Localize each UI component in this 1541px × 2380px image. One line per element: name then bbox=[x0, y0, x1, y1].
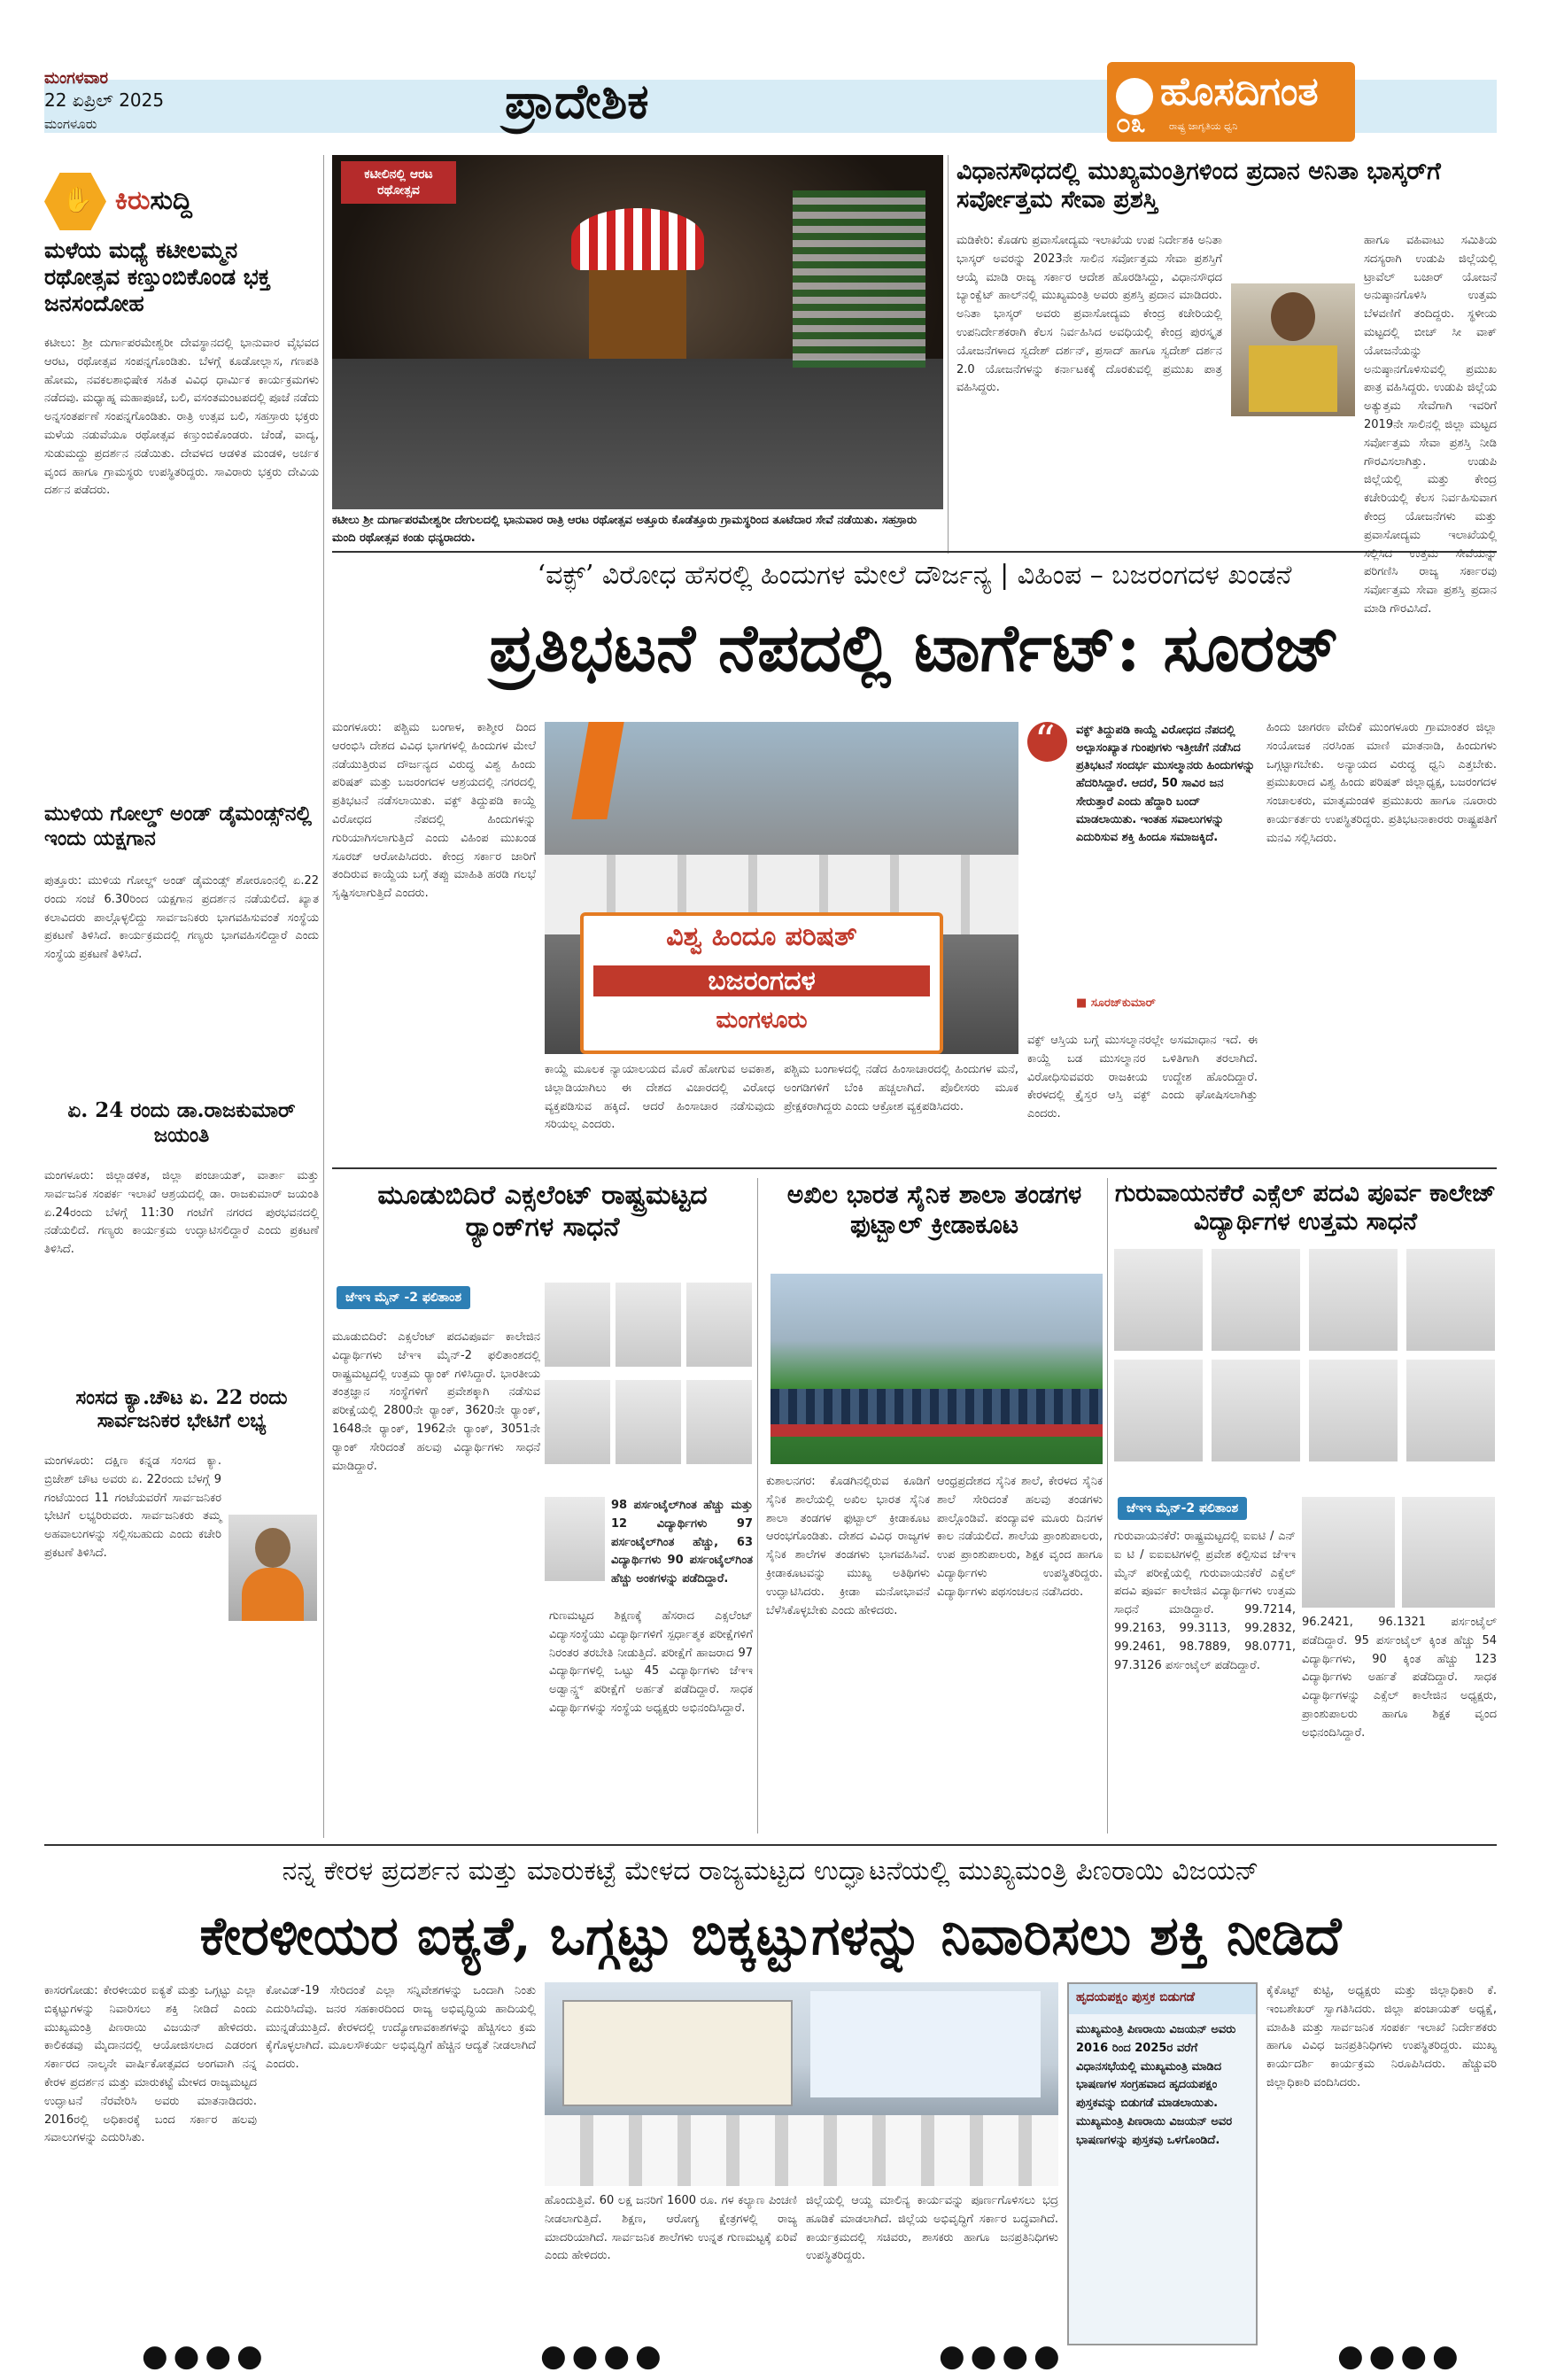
column-rule bbox=[1107, 1178, 1108, 1833]
footer-dots: ●●●● bbox=[939, 2338, 1065, 2374]
moodbidri-headline: ಮೂಡುಬಿದಿರೆ ಎಕ್ಸಲೆಂಟ್ ರಾಷ್ಟ್ರಮಟ್ಟದ ರ್‍ಯಾಂಕ್‌ಗಳ ಸಾಧನೆ bbox=[377, 1180, 708, 1243]
masthead bbox=[44, 62, 1497, 142]
footer-dots: ●●●● bbox=[142, 2338, 268, 2374]
column-rule bbox=[948, 155, 949, 554]
kateel-photo-tag: ಕಟೀಲಿನಲ್ಲಿ ಆರಟ ರಥೋತ್ಸವ bbox=[341, 161, 456, 204]
book-box-headline: ಹೃದಯಪಕ್ಷಂ ಪುಸ್ತಕ ಬಿಡುಗಡೆ bbox=[1076, 1990, 1196, 2004]
waqf-quote-box bbox=[1027, 717, 1258, 1023]
student-photo bbox=[1309, 1249, 1398, 1351]
student-photo bbox=[616, 1283, 681, 1367]
student-photo bbox=[1309, 1360, 1398, 1461]
student-photo bbox=[1114, 1249, 1203, 1351]
story-chowta-body: ಮಂಗಳೂರು: ದಕ್ಷಿಣ ಕನ್ನಡ ಸಂಸದ ಕ್ಯಾ. ಬ್ರಿಜೇಶ್ ಚೌಟ ಅವರು ಏ. 22ರಂದು ಬೆಳಗ್ಗೆ 9 ಗಂಟೆಯಿಂದ 11 ಗಂಟೆಯವರೆಗೆ ಸಾರ್ವಜನಿಕರ ಭೇಟಿಗೆ ಲಭ್ಯರಿರುವರು. ಸಾರ್ವಜನಿಕರು ತಮ್ಮ ಅಹವಾಲುಗಳನ್ನು ಸಲ್ಲಿಸಬಹುದು ಎಂದು ಕಚೇರಿ ಪ್ರಕಟಣೆ ತಿಳಿಸಿದೆ. bbox=[44, 1454, 221, 1560]
waqf-headline: ಪ್ರತಿಭಟನೆ ನೆಪದಲ್ಲಿ ಟಾರ್ಗೆಟ್: ಸೂರಜ್ bbox=[489, 610, 1340, 686]
story-rajkumar-headline: ಏ. 24 ರಂದು ಡಾ.ರಾಜಕುಮಾರ್ ಜಯಂತಿ bbox=[67, 1098, 296, 1147]
guruvayanakere-body-col2: 96.2421, 96.1321 ಪರ್ಸಂಟೈಲ್ ಪಡೆದಿದ್ದಾರೆ. 95 ಪರ್ಸಂಟೈಲ್ ಕ್ಕಿಂತ ಹೆಚ್ಚು 54 ವಿದ್ಯಾರ್ಥಿಗಳು, 90 ಕ್ಕಿಂತ ಹೆಚ್ಚು 123 ವಿದ್ಯಾರ್ಥಿಗಳು ಅರ್ಹತೆ ಪಡೆದಿದ್ದಾರೆ. ಸಾಧಕ ವಿದ್ಯಾರ್ಥಿಗಳನ್ನು ಎಕ್ಸೆಲ್ ಕಾಲೇಜಿನ ಅಧ್ಯಕ್ಷರು, ಪ್ರಾಂಶುಪಾಲರು ಹಾಗೂ ಶಿಕ್ಷಕ ವೃಂದ ಅಭಿನಂದಿಸಿದ್ದಾರೆ. bbox=[1302, 1616, 1497, 1740]
story-muliya-headline: ಮುಳಿಯ ಗೋಲ್ಡ್ ಅಂಡ್ ಡೈಮಂಡ್ಸ್‌ನಲ್ಲಿ ಇಂದು ಯಕ್ಷಗಾನ bbox=[44, 802, 312, 850]
kirusuddi-a: ಕಿರು bbox=[115, 185, 151, 216]
anitha-award-photo bbox=[1231, 283, 1355, 416]
story-kateel-body: ಕಟೀಲು: ಶ್ರೀ ದುರ್ಗಾಪರಮೇಶ್ವರೀ ದೇವಸ್ಥಾನದಲ್ಲಿ ಭಾನುವಾರ ವೈಭವದ ಆರಟ, ರಥೋತ್ಸವ ಸಂಪನ್ನಗೊಂಡಿತು. ಬೆಳಗ್ಗೆ ಕೂಡೋಲ್ಲಾಸ, ಗಣಪತಿ ಹೋಮ, ನವಕಲಶಾಭಿಷೇಕ ಸಹಿತ ವಿವಿಧ ಧಾರ್ಮಿಕ ಕಾರ್ಯಕ್ರಮಗಳು ನಡೆದವು. ಮಧ್ಯಾಹ್ನ ಮಹಾಪೂಜೆ, ಬಲಿ, ವಸಂತಮಂಟಪದಲ್ಲಿ ಪೂಜೆ ನಡೆದು ಅನ್ನಸಂತರ್ಪಣೆ ಸಂಪನ್ನಗೊಂಡಿತು. ರಾತ್ರಿ ಉತ್ಸವ ಬಲಿ, ಸಹಸ್ರಾರು ಭಕ್ತರು ಮಳೆಯ ನಡುವೆಯೂ ರಥೋತ್ಸವ ಕಣ್ತುಂಬಿಕೊಂಡರು. ಚೆಂಡೆ, ವಾದ್ಯ, ಸುಡುಮದ್ದು ಪ್ರದರ್ಶನ ನಡೆಯಿತು. ದೇವಳದ ಆಡಳಿತ ಮಂಡಳಿ, ಅರ್ಚಕ ವೃಂದ ಹಾಗೂ ಗ್ರಾಮಸ್ಥರು ಉಪಸ್ಥಿತರಿದ್ದರು. ಸಾವಿರಾರು ಭಕ್ತರು ದೇವಿಯ ದರ್ಶನ ಪಡೆದರು. bbox=[44, 337, 319, 498]
kerala-book-box bbox=[1067, 1982, 1258, 2345]
kerala-body-col4: ಜಿಲ್ಲೆಯಲ್ಲಿ ಆಯ್ದ ಮಾಲಿನ್ಯ ಕಾರ್ಯವನ್ನು ಪೂರ್ಣಗೊಳಿಸಲು ಭದ್ರ ಹೂಡಿಕೆ ಮಾಡಲಾಗಿದೆ. ಜಿಲ್ಲೆಯ ಅಭಿವೃದ್ಧಿಗೆ ಸರ್ಕಾರ ಬದ್ಧವಾಗಿದೆ. ಕಾರ್ಯಕ್ರಮದಲ್ಲಿ ಸಚಿವರು, ಶಾಸಕರು ಹಾಗೂ ಜನಪ್ರತಿನಿಧಿಗಳು ಉಪಸ್ಥಿತರಿದ್ದರು. bbox=[806, 2194, 1058, 2263]
story-chowta-headline: ಸಂಸದ ಕ್ಯಾ.ಚೌಟ ಏ. 22 ರಂದು ಸಾರ್ವಜನಿಕರ ಭೇಟಿಗೆ ಲಭ್ಯ bbox=[75, 1386, 288, 1433]
waqf-quote-author: ■ ಸೂರಜ್‌ಕುಮಾರ್ bbox=[1076, 996, 1156, 1010]
student-photo bbox=[686, 1380, 752, 1464]
kerala-body-col1: ಕಾಸರಗೋಡು: ಕೇರಳೀಯರ ಐಕ್ಯತೆ ಮತ್ತು ಒಗ್ಗಟ್ಟು ಎಲ್ಲಾ ಬಿಕ್ಕಟ್ಟುಗಳನ್ನು ನಿವಾರಿಸಲು ಶಕ್ತಿ ನೀಡಿದೆ ಎಂದು ಮುಖ್ಯಮಂತ್ರಿ ಪಿಣರಾಯಿ ವಿಜಯನ್ ಹೇಳಿದರು. ಕಾಲಿಕಡವು ಮೈದಾನದಲ್ಲಿ ಆಯೋಜಿಸಲಾದ ಎಡರಂಗ ಸರ್ಕಾರದ ನಾಲ್ಕನೇ ವಾರ್ಷಿಕೋತ್ಸವದ ಅಂಗವಾಗಿ ನನ್ನ ಕೇರಳ ಪ್ರದರ್ಶನ ಮತ್ತು ಮಾರುಕಟ್ಟೆ ಮೇಳದ ರಾಜ್ಯಮಟ್ಟದ ಉದ್ಘಾಟನೆ ನೆರವೇರಿಸಿ ಅವರು ಮಾತನಾಡಿದರು. 2016ರಲ್ಲಿ ಅಧಿಕಾರಕ್ಕೆ ಬಂದ ಸರ್ಕಾರ ಹಲವು ಸವಾಲುಗಳನ್ನು ಎದುರಿಸಿತು. bbox=[44, 1984, 257, 2145]
student-photo bbox=[1406, 1360, 1495, 1461]
story-muliya-body: ಪುತ್ತೂರು: ಮುಳಿಯ ಗೋಲ್ಡ್ ಅಂಡ್ ಡೈಮಂಡ್ಸ್ ಶೋರೂಂನಲ್ಲಿ ಏ.22 ರಂದು ಸಂಜೆ 6.30ರಿಂದ ಯಕ್ಷಗಾನ ಪ್ರದರ್ಶನ ನಡೆಯಲಿದೆ. ಖ್ಯಾತ ಕಲಾವಿದರು ಪಾಲ್ಗೊಳ್ಳಲಿದ್ದು ಸಾರ್ವಜನಿಕರು ಭಾಗವಹಿಸುವಂತೆ ಸಂಸ್ಥೆಯ ಪ್ರಕಟಣೆ ತಿಳಿಸಿದೆ. ಕಾರ್ಯಕ್ರಮದಲ್ಲಿ ಗಣ್ಯರು ಭಾಗವಹಿಸಲಿದ್ದಾರೆ ಎಂದು ಸಂಸ್ಥೆಯ ಪ್ರಕಟಣೆ ತಿಳಿಸಿದೆ. bbox=[44, 874, 319, 962]
kerala-body-col5: ಕೈಕೊಟ್ಟ್ ಕುಟ್ಟಿ, ಅಧ್ಯಕ್ಷರು ಮತ್ತು ಜಿಲ್ಲಾಧಿಕಾರಿ ಕೆ. ಇಂಬಶೇಖರ್ ಸ್ವಾಗತಿಸಿದರು. ಜಿಲ್ಲಾ ಪಂಚಾಯತ್ ಅಧ್ಯಕ್ಷೆ, ಮಾಹಿತಿ ಮತ್ತು ಸಾರ್ವಜನಿಕ ಸಂಪರ್ಕ ಇಲಾಖೆ ನಿರ್ದೇಶಕರು ಹಾಗೂ ವಿವಿಧ ಜನಪ್ರತಿನಿಧಿಗಳು ಉಪಸ್ಥಿತರಿದ್ದರು. ಮುಖ್ಯ ಕಾರ್ಯದರ್ಶಿ ಕಾರ್ಯಕ್ರಮ ನಿರೂಪಿಸಿದರು. ಹೆಚ್ಚುವರಿ ಜಿಲ್ಲಾಧಿಕಾರಿ ವಂದಿಸಿದರು. bbox=[1266, 1984, 1497, 2089]
sainik-headline: ಅಖಿಲ ಭಾರತ ಸೈನಿಕ ಶಾಲಾ ತಂಡಗಳ ಫುಟ್ಬಾಲ್ ಕ್ರೀಡಾಕೂಟ bbox=[786, 1180, 1082, 1239]
story-rajkumar-body: ಮಂಗಳೂರು: ಜಿಲ್ಲಾಡಳಿತ, ಜಿಲ್ಲಾ ಪಂಚಾಯತ್, ವಾರ್ತಾ ಮತ್ತು ಸಾರ್ವಜನಿಕ ಸಂಪರ್ಕ ಇಲಾಖೆ ಆಶ್ರಯದಲ್ಲಿ ಡಾ. ರಾಜಕುಮಾರ್ ಜಯಂತಿ ಏ.24ರಂದು ಬೆಳಗ್ಗೆ 11:30 ಗಂಟೆಗೆ ನಗರದ ಪುರಭವನದಲ್ಲಿ ನಡೆಯಲಿದೆ. ಗಣ್ಯರು ಕಾರ್ಯಕ್ರಮ ಉದ್ಘಾಟಿಸಲಿದ್ದಾರೆ ಎಂದು ಪ್ರಕಟಣೆ ತಿಳಿಸಿದೆ. bbox=[44, 1169, 319, 1257]
newspaper-name: ಹೊಸದಿಗಂತ bbox=[1160, 69, 1319, 114]
student-photo bbox=[545, 1380, 610, 1464]
anitha-body-left: ಮಡಿಕೇರಿ: ಕೊಡಗು ಪ್ರವಾಸೋದ್ಯಮ ಇಲಾಖೆಯ ಉಪ ನಿರ್ದೇಶಕಿ ಅನಿತಾ ಭಾಸ್ಕರ್ ಅವರನ್ನು 2023ನೇ ಸಾಲಿನ ಸರ್ವೋತ್ತಮ ಸೇವಾ ಪ್ರಶಸ್ತಿಗೆ ಆಯ್ಕೆ ಮಾಡಿ ರಾಜ್ಯ ಸರ್ಕಾರ ಆದೇಶ ಹೊರಡಿಸಿದ್ದು, ವಿಧಾನಸೌಧದ ಬ್ಯಾಂಕ್ವೆಟ್ ಹಾಲ್‌ನಲ್ಲಿ ಮುಖ್ಯಮಂತ್ರಿ ಅವರು ಪ್ರಶಸ್ತಿ ಪ್ರದಾನ ಮಾಡಿದರು. ಅನಿತಾ ಭಾಸ್ಕರ್ ಅವರು ಪ್ರವಾಸೋದ್ಯಮ ಕೇಂದ್ರ ಕಚೇರಿಯಲ್ಲಿ ಉಪನಿರ್ದೇಶಕರಾಗಿ ಕೆಲಸ ನಿರ್ವಹಿಸಿದ ಅವಧಿಯಲ್ಲಿ ಕೇಂದ್ರ ಪುರಸ್ಕೃತ ಯೋಜನೆಗಳಾದ ಸ್ವದೇಶ್ ದರ್ಶನ್, ಪ್ರಸಾದ್ ಹಾಗೂ ಸ್ವದೇಶ್ ದರ್ಶನ 2.0 ಯೋಜನೆಗಳನ್ನು ಕರ್ನಾಟಕಕ್ಕೆ ದೊರಕುವಲ್ಲಿ ಪ್ರಮುಖ ಪಾತ್ರ ವಹಿಸಿದ್ದರು. bbox=[956, 234, 1222, 395]
section-rule bbox=[332, 551, 1497, 553]
student-photo bbox=[616, 1380, 681, 1464]
moodbidri-stat: 98 ಪರ್ಸಂಟೈಲ್‌ಗಿಂತ ಹೆಚ್ಚು ಮತ್ತು 12 ವಿದ್ಯಾರ್ಥಿಗಳು 97 ಪರ್ಸಂಟೈಲ್‌ಗಿಂತ ಹೆಚ್ಚು, 63 ವಿದ್ಯಾರ್ಥಿಗಳು 90 ಪರ್ಸಂಟೈಲ್‌ಗಿಂತ ಹೆಚ್ಚು ಅಂಕಗಳನ್ನು ಪಡೆದಿದ್ದಾರೆ. bbox=[611, 1499, 753, 1586]
waqf-quote-author-name: ಸೂರಜ್‌ಕುಮಾರ್ bbox=[1090, 996, 1156, 1010]
student-photo bbox=[686, 1283, 752, 1367]
mp-portrait-photo bbox=[228, 1515, 317, 1621]
student-photo bbox=[545, 1283, 610, 1367]
masthead-city: ಮಂಗಳೂರು bbox=[44, 116, 97, 132]
waqf-quote-text: ವಕ್ಫ್ ತಿದ್ದುಪಡಿ ಕಾಯ್ದೆ ವಿರೋಧದ ನೆಪದಲ್ಲಿ ಅಲ್ಪಾಸಂಖ್ಯಾತ ಗುಂಪುಗಳು ಇತ್ತೀಚೆಗೆ ನಡೆಸಿದ ಪ್ರತಿಭಟನೆ ಸಂದರ್ಭ ಮುಸಲ್ಮಾನರು ಹಿಂದುಗಳನ್ನು ಹೆದರಿಸಿದ್ದಾರೆ. ಆದರೆ, 50 ಸಾವಿರ ಜನ ಸೇರುತ್ತಾರೆ ಎಂದು ಹೆದ್ದಾರಿ ಬಂದ್ ಮಾಡಲಾಯಿತು. ಇಂತಹ ಸವಾಲುಗಳನ್ನು ಎದುರಿಸುವ ಶಕ್ತಿ ಹಿಂದೂ ಸಮಾಜಕ್ಕಿದೆ. bbox=[1076, 724, 1256, 844]
sainik-body-col1: ಕುಶಾಲನಗರ: ಕೊಡಗಿನಲ್ಲಿರುವ ಕೂಡಿಗೆ ಸೈನಿಕ ಶಾಲೆಯಲ್ಲಿ ಅಖಿಲ ಭಾರತ ಸೈನಿಕ ಶಾಲಾ ತಂಡಗಳ ಫುಟ್ಬಾಲ್ ಕ್ರೀಡಾಕೂಟ ಆರಂಭಗೊಂಡಿತು. ದೇಶದ ವಿವಿಧ ರಾಜ್ಯಗಳ ಸೈನಿಕ ಶಾಲೆಗಳ ತಂಡಗಳು ಭಾಗವಹಿಸಿವೆ. ಕ್ರೀಡಾಕೂಟವನ್ನು ಮುಖ್ಯ ಅತಿಥಿಗಳು ಉದ್ಘಾಟಿಸಿದರು. ಕ್ರೀಡಾ ಮನೋಭಾವನೆ ಬೆಳೆಸಿಕೊಳ್ಳಬೇಕು ಎಂದು ಹೇಳಿದರು. bbox=[766, 1475, 930, 1617]
moodbidri-body-col2: ಗುಣಮಟ್ಟದ ಶಿಕ್ಷಣಕ್ಕೆ ಹೆಸರಾದ ಎಕ್ಸಲೆಂಟ್ ವಿದ್ಯಾಸಂಸ್ಥೆಯು ವಿದ್ಯಾರ್ಥಿಗಳಿಗೆ ಸ್ಪರ್ಧಾತ್ಮಕ ಪರೀಕ್ಷೆಗಳಿಗೆ ನಿರಂತರ ತರಬೇತಿ ನೀಡುತ್ತಿದೆ. ಪರೀಕ್ಷೆಗೆ ಹಾಜರಾದ 97 ವಿದ್ಯಾರ್ಥಿಗಳಲ್ಲಿ ಒಟ್ಟು 45 ವಿದ್ಯಾರ್ಥಿಗಳು ಜೆಇಇ ಅಡ್ವಾನ್ಸ್ಡ್ ಪರೀಕ್ಷೆಗೆ ಅರ್ಹತೆ ಪಡೆದಿದ್ದಾರೆ. ಸಾಧಕ ವಿದ್ಯಾರ್ಥಿಗಳನ್ನು ಸಂಸ್ಥೆಯ ಅಧ್ಯಕ್ಷರು ಅಭಿನಂದಿಸಿದ್ದಾರೆ. bbox=[549, 1609, 753, 1715]
masthead-day: ಮಂಗಳವಾರ bbox=[44, 69, 109, 88]
banner-text-city: ಮಂಗಳೂರು bbox=[716, 1007, 808, 1034]
waqf-body-col5: ಹಿಂದು ಜಾಗರಣ ವೇದಿಕೆ ಮುಂಗಳೂರು ಗ್ರಾಮಾಂತರ ಜಿಲ್ಲಾ ಸಂಯೋಜಕ ನರಸಿಂಹ ಮಾಣಿ ಮಾತನಾಡಿ, ಹಿಂದುಗಳು ಒಗ್ಗಟ್ಟಾಗಬೇಕು. ಅನ್ಯಾಯದ ವಿರುದ್ಧ ಧ್ವನಿ ಎತ್ತಬೇಕು. ಪ್ರಮುಖರಾದ ವಿಶ್ವ ಹಿಂದು ಪರಿಷತ್ ಜಿಲ್ಲಾಧ್ಯಕ್ಷ, ಬಜರಂಗದಳ ಸಂಚಾಲಕರು, ಮಾತೃಮಂಡಳಿ ಪ್ರಮುಖರು ಹಾಗೂ ನೂರಾರು ಕಾರ್ಯಕರ್ತರು ಉಪಸ್ಥಿತರಿದ್ದರು. ಪ್ರತಿಭಟನಾಕಾರರು ರಾಷ್ಟ್ರಪತಿಗೆ ಮನವಿ ಸಲ್ಲಿಸಿದರು. bbox=[1266, 721, 1497, 845]
moodbidri-tag: ಜೆಇಇ ಮೈನ್ -2 ಫಲಿತಾಂಶ bbox=[337, 1286, 470, 1309]
kirusuddi-b: ಸುದ್ದಿ bbox=[150, 185, 193, 216]
hand-icon bbox=[44, 173, 106, 230]
guruvayanakere-tag: ಜೆಇಇ ಮೈನ್-2 ಫಲಿತಾಂಶ bbox=[1118, 1497, 1247, 1520]
section-title: ಪ್ರಾದೇಶಿಕ bbox=[505, 73, 649, 129]
kateel-photo-caption: ಕಟೀಲು ಶ್ರೀ ದುರ್ಗಾಪರಮೇಶ್ವರೀ ದೇಗುಲದಲ್ಲಿ ಭಾನುವಾರ ರಾತ್ರಿ ಆರಟ ರಥೋತ್ಸವ ಅತ್ತೂರು ಕೊಡೆತ್ತೂರು ಗ್ರಾಮಸ್ಥರಿಂದ ತೂಟೆದಾರ ಸೇವೆ ನಡೆಯಿತು. ಸಹಸ್ರಾರು ಮಂದಿ ರಥೋತ್ಸವ ಕಂಡು ಧನ್ಯರಾದರು. bbox=[332, 514, 917, 545]
footer-dots: ●●●● bbox=[540, 2338, 667, 2374]
student-photo bbox=[545, 1497, 605, 1581]
sainik-parade-photo bbox=[770, 1274, 1103, 1464]
kirusuddi-label bbox=[44, 173, 323, 230]
waqf-body-col2: ಕಾಯ್ದೆ ಮೂಲಕ ನ್ಯಾಯಾಲಯದ ಮೊರೆ ಹೋಗುವ ಅವಕಾಶ, ಚಿಲ್ಲಾಡಿಯಾಗಿಲು ಈ ದೇಶದ ವಿಚಾರದಲ್ಲಿ ವಿರೋಧ ವ್ಯಕ್ತಪಡಿಸುವ ಹಕ್ಕಿದೆ. ಆದರೆ ಹಿಂಸಾಚಾರ ನಡೆಸುವುದು ಸರಿಯಲ್ಲ ಎಂದರು. bbox=[545, 1063, 775, 1132]
kerala-body-col2: ಕೋವಿಡ್-19 ಸೇರಿದಂತೆ ಎಲ್ಲಾ ಸನ್ನಿವೇಶಗಳನ್ನು ಒಂದಾಗಿ ನಿಂತು ಎದುರಿಸಿದೆವು. ಜನರ ಸಹಕಾರದಿಂದ ರಾಜ್ಯ ಅಭಿವೃದ್ಧಿಯ ಹಾದಿಯಲ್ಲಿ ಮುನ್ನಡೆಯುತ್ತಿದೆ. ಕೇರಳದಲ್ಲಿ ಉದ್ಯೋಗಾವಕಾಶಗಳನ್ನು ಹೆಚ್ಚಿಸಲು ಕ್ರಮ ಕೈಗೊಳ್ಳಲಾಗಿದೆ. ಮೂಲಸೌಕರ್ಯ ಅಭಿವೃದ್ಧಿಗೆ ಹೆಚ್ಚಿನ ಆದ್ಯತೆ ನೀಡಲಾಗಿದೆ ಎಂದರು. bbox=[266, 1984, 536, 2072]
kateel-rathotsava-photo bbox=[332, 155, 943, 509]
student-photo bbox=[1114, 1360, 1203, 1461]
banner-text-vhp: ವಿಶ್ವ ಹಿಂದೂ ಪರಿಷತ್ bbox=[666, 921, 857, 952]
student-photo bbox=[1212, 1249, 1300, 1351]
waqf-protest-photo bbox=[545, 722, 1018, 1054]
quote-icon: “ bbox=[1027, 722, 1067, 762]
footer-dots: ●●●● bbox=[1337, 2338, 1464, 2374]
guruvayanakere-headline: ಗುರುವಾಯನಕೆರೆ ಎಕ್ಸೆಲ್ ಪದವಿ ಪೂರ್ವ ಕಾಲೇಜ್ ವಿದ್ಯಾರ್ಥಿಗಳ ಉತ್ತಮ ಸಾಧನೆ bbox=[1115, 1180, 1496, 1237]
page-number: ೦೩ bbox=[1116, 108, 1146, 139]
guruvayanakere-body-col1: ಗುರುವಾಯನಕೆರೆ: ರಾಷ್ಟ್ರಮಟ್ಟದಲ್ಲಿ ಐಐಟಿ / ಎನ್ ಐ ಟಿ / ಐಐಐಟಿಗಳಲ್ಲಿ ಪ್ರವೇಶ ಕಲ್ಪಿಸುವ ಜೆಇಇ ಮೈನ್ ಪರೀಕ್ಷೆಯಲ್ಲಿ ಗುರುವಾಯನಕೆರೆ ಎಕ್ಸೆಲ್ ಪದವಿ ಪೂರ್ವ ಕಾಲೇಜಿನ ವಿದ್ಯಾರ್ಥಿಗಳು ಉತ್ತಮ ಸಾಧನೆ ಮಾಡಿದ್ದಾರೆ. 99.7214, 99.2163, 99.3113, 99.2832, 99.2461, 98.7889, 98.0771, 97.3126 ಪರ್ಸಂಟೈಲ್ ಪಡೆದಿದ್ದಾರೆ. bbox=[1114, 1530, 1296, 1672]
moodbidri-body-col1: ಮೂಡುಬಿದಿರೆ: ಎಕ್ಸಲೆಂಟ್ ಪದವಿಪೂರ್ವ ಕಾಲೇಜಿನ ವಿದ್ಯಾರ್ಥಿಗಳು ಜೆಇಇ ಮೈನ್-2 ಫಲಿತಾಂಶದಲ್ಲಿ ರಾಷ್ಟ್ರಮಟ್ಟದಲ್ಲಿ ಉತ್ತಮ ರ್‍ಯಾಂಕ್ ಗಳಿಸಿದ್ದಾರೆ. ಭಾರತೀಯ ತಂತ್ರಜ್ಞಾನ ಸಂಸ್ಥೆಗಳಿಗೆ ಪ್ರವೇಶಕ್ಕಾಗಿ ನಡೆಸುವ ಪರೀಕ್ಷೆಯಲ್ಲಿ 2800ನೇ ರ್‍ಯಾಂಕ್, 3620ನೇ ರ್‍ಯಾಂಕ್, 1648ನೇ ರ್‍ಯಾಂಕ್, 1962ನೇ ರ್‍ಯಾಂಕ್, 3051ನೇ ರ್‍ಯಾಂಕ್ ಸೇರಿದಂತೆ ಹಲವು ವಿದ್ಯಾರ್ಥಿಗಳು ಸಾಧನೆ ಮಾಡಿದ್ದಾರೆ. bbox=[332, 1330, 540, 1473]
anitha-headline: ವಿಧಾನಸೌಧದಲ್ಲಿ ಮುಖ್ಯಮಂತ್ರಿಗಳಿಂದ ಪ್ರದಾನ ಅನಿತಾ ಭಾಸ್ಕರ್‌ಗೆ ಸರ್ವೋತ್ತಮ ಸೇವಾ ಪ್ರಶಸ್ತಿ bbox=[956, 158, 1441, 214]
waqf-body-col4: ವಕ್ಫ್ ಆಸ್ತಿಯ ಬಗ್ಗೆ ಮುಸಲ್ಮಾನರಲ್ಲೇ ಅಸಮಾಧಾನ ಇದೆ. ಈ ಕಾಯ್ದೆ ಬಡ ಮುಸಲ್ಮಾನರ ಒಳಿತಿಗಾಗಿ ತರಲಾಗಿದೆ. ವಿರೋಧಿಸುವವರು ರಾಜಕೀಯ ಉದ್ದೇಶ ಹೊಂದಿದ್ದಾರೆ. ಕೇರಳದಲ್ಲಿ ಕ್ರೈಸ್ತರ ಆಸ್ತಿ ವಕ್ಫ್ ಎಂದು ಘೋಷಿಸಲಾಗಿತ್ತು ಎಂದರು. bbox=[1027, 1034, 1258, 1121]
column-rule bbox=[757, 1178, 758, 1833]
section-rule bbox=[44, 1844, 1497, 1846]
masthead-date-block bbox=[44, 69, 204, 132]
anitha-body-right: ಹಾಗೂ ವಹಿವಾಟು ಸಮಿತಿಯ ಸದಸ್ಯರಾಗಿ ಉಡುಪಿ ಜಿಲ್ಲೆಯಲ್ಲಿ ಟ್ರಾವೆಲ್ ಬಜಾರ್ ಯೋಜನೆ ಅನುಷ್ಠಾನಗೊಳಿಸಿ ಉತ್ತಮ ಬೆಳವಣಿಗೆ ತಂದಿದ್ದರು. ಸ್ಥಳೀಯ ಮಟ್ಟದಲ್ಲಿ ಬೀಚ್ ಸೀ ವಾಕ್ ಯೋಜನೆಯನ್ನು ಅನುಷ್ಠಾನಗೊಳಿಸುವಲ್ಲಿ ಪ್ರಮುಖ ಪಾತ್ರ ವಹಿಸಿದ್ದರು. ಉಡುಪಿ ಜಿಲ್ಲೆಯ ಅತ್ಯುತ್ತಮ ಸೇವೆಗಾಗಿ ಇವರಿಗೆ 2019ನೇ ಸಾಲಿನಲ್ಲಿ ಜಿಲ್ಲಾ ಮಟ್ಟದ ಸರ್ವೋತ್ತಮ ಸೇವಾ ಪ್ರಶಸ್ತಿ ನೀಡಿ ಗೌರವಿಸಲಾಗಿತ್ತು. ಉಡುಪಿ ಜಿಲ್ಲೆಯಲ್ಲಿ ಮತ್ತು ಕೇಂದ್ರ ಕಚೇರಿಯಲ್ಲಿ ಕೆಲಸ ನಿರ್ವಹಿಸುವಾಗ ಕೇಂದ್ರ ಯೋಜನೆಗಳು ಮತ್ತು ಪ್ರವಾಸೋದ್ಯಮ ಇಲಾಖೆಯಲ್ಲಿ ಸಲ್ಲಿಸಿದ ಉತ್ತಮ ಸೇವೆಯನ್ನು ಪರಿಗಣಿಸಿ ರಾಜ್ಯ ಸರ್ಕಾರವು ಸರ್ವೋತ್ತಮ ಸೇವಾ ಪ್ರಶಸ್ತಿ ಪ್ರದಾನ ಮಾಡಿ ಗೌರವಿಸಿದೆ. bbox=[1364, 234, 1497, 616]
section-rule bbox=[332, 1167, 1497, 1169]
student-photo bbox=[1402, 1497, 1495, 1608]
waqf-body-col1: ಮಂಗಳೂರು: ಪಶ್ಚಿಮ ಬಂಗಾಳ, ಕಾಶ್ಮೀರ ದಿಂದ ಆರಂಭಿಸಿ ದೇಶದ ವಿವಿಧ ಭಾಗಗಳಲ್ಲಿ ಹಿಂದುಗಳ ಮೇಲೆ ನಡೆಯುತ್ತಿರುವ ದೌರ್ಜನ್ಯದ ವಿರುದ್ಧ ವಿಶ್ವ ಹಿಂದು ಪರಿಷತ್ ಮತ್ತು ಬಜರಂಗದಳ ಆಶ್ರಯದಲ್ಲಿ ನಗರದಲ್ಲಿ ಪ್ರತಿಭಟನೆ ನಡೆಸಲಾಯಿತು. ವಕ್ಫ್ ತಿದ್ದುಪಡಿ ಕಾಯ್ದೆ ವಿರೋಧದ ನೆಪದಲ್ಲಿ ಹಿಂದುಗಳನ್ನು ಗುರಿಯಾಗಿಸಲಾಗುತ್ತಿದೆ ಎಂದು ವಿಹಿಂಪ ಮುಖಂಡ ಸೂರಜ್ ಆರೋಪಿಸಿದರು. ಕೇಂದ್ರ ಸರ್ಕಾರ ಜಾರಿಗೆ ತಂದಿರುವ ಕಾಯ್ದೆಯ ಬಗ್ಗೆ ತಪ್ಪು ಮಾಹಿತಿ ಹರಡಿ ಗಲಭೆ ಸೃಷ್ಟಿಸಲಾಗುತ್ತಿದೆ ಎಂದರು. bbox=[332, 721, 536, 901]
book-box-body: ಮುಖ್ಯಮಂತ್ರಿ ಪಿಣರಾಯಿ ವಿಜಯನ್ ಅವರು 2016 ರಿಂದ 2025ರ ವರೆಗೆ ವಿಧಾನಸಭೆಯಲ್ಲಿ ಮುಖ್ಯಮಂತ್ರಿ ಮಾಡಿದ ಭಾಷಣಗಳ ಸಂಗ್ರಹವಾದ ಹೃದಯಪಕ್ಷಂ ಪುಸ್ತಕವನ್ನು ಬಿಡುಗಡೆ ಮಾಡಲಾಯಿತು. ಮುಖ್ಯಮಂತ್ರಿ ಪಿಣರಾಯಿ ವಿಜಯನ್ ಅವರ ಭಾಷಣಗಳನ್ನು ಪುಸ್ತಕವು ಒಳಗೊಂಡಿದೆ. bbox=[1076, 2023, 1236, 2147]
banner-text-bajrangdal: ಬಜರಂಗದಳ bbox=[593, 965, 930, 996]
newspaper-tagline: ರಾಷ್ಟ್ರ ಜಾಗೃತಿಯ ಧ್ವನಿ bbox=[1169, 120, 1238, 132]
student-photo bbox=[1212, 1360, 1300, 1461]
sainik-body-col2: ಆಂಧ್ರಪ್ರದೇಶದ ಸೈನಿಕ ಶಾಲೆ, ಕೇರಳದ ಸೈನಿಕ ಶಾಲೆ ಸೇರಿದಂತೆ ಹಲವು ತಂಡಗಳು ಪಾಲ್ಗೊಂಡಿವೆ. ಪಂದ್ಯಾವಳಿ ಮೂರು ದಿನಗಳ ಕಾಲ ನಡೆಯಲಿದೆ. ಶಾಲೆಯ ಪ್ರಾಂಶುಪಾಲರು, ಉಪ ಪ್ರಾಂಶುಪಾಲರು, ಶಿಕ್ಷಕ ವೃಂದ ಹಾಗೂ ವಿದ್ಯಾರ್ಥಿಗಳು ಉಪಸ್ಥಿತರಿದ್ದರು. ವಿದ್ಯಾರ್ಥಿಗಳು ಪಥಸಂಚಲನ ನಡೆಸಿದರು. bbox=[937, 1475, 1103, 1599]
student-photo bbox=[1406, 1249, 1495, 1351]
column-rule bbox=[323, 155, 324, 1838]
moodbidri-student-photos bbox=[545, 1283, 757, 1495]
student-photo bbox=[1302, 1497, 1395, 1608]
guruvayanakere-student-photos bbox=[1114, 1249, 1497, 1488]
kerala-body-col3: ಹೊಂದುತ್ತಿವೆ. 60 ಲಕ್ಷ ಜನರಿಗೆ 1600 ರೂ. ಗಳ ಕಲ್ಯಾಣ ಪಿಂಚಣಿ ನೀಡಲಾಗುತ್ತಿದೆ. ಶಿಕ್ಷಣ, ಆರೋಗ್ಯ ಕ್ಷೇತ್ರಗಳಲ್ಲಿ ರಾಜ್ಯ ಮಾದರಿಯಾಗಿದೆ. ಸಾರ್ವಜನಿಕ ಶಾಲೆಗಳು ಉನ್ನತ ಗುಣಮಟ್ಟಕ್ಕೆ ಏರಿವೆ ಎಂದು ಹೇಳಿದರು. bbox=[545, 2194, 797, 2263]
kerala-headline: ಕೇರಳೀಯರ ಐಕ್ಯತೆ, ಒಗ್ಗಟ್ಟು ಬಿಕ್ಕಟ್ಟುಗಳನ್ನು ನಿವಾರಿಸಲು ಶಕ್ತಿ ನೀಡಿದೆ bbox=[199, 1905, 1342, 1967]
story-kateel-headline: ಮಳೆಯ ಮಧ್ಯೆ ಕಟೀಲಮ್ಮನ ರಥೋತ್ಸವ ಕಣ್ತುಂಬಿಕೊಂಡ ಭಕ್ತ ಜನಸಂದೋಹ bbox=[44, 237, 271, 316]
kerala-inauguration-photo bbox=[545, 1982, 1058, 2186]
waqf-body-col3: ಪಶ್ಚಿಮ ಬಂಗಾಳದಲ್ಲಿ ನಡೆದ ಹಿಂಸಾಚಾರದಲ್ಲಿ ಹಿಂದುಗಳ ಮನೆ, ಅಂಗಡಿಗಳಿಗೆ ಬೆಂಕಿ ಹಚ್ಚಲಾಗಿದೆ. ಪೊಲೀಸರು ಮೂಕ ಪ್ರೇಕ್ಷಕರಾಗಿದ್ದರು ಎಂದು ಆಕ್ರೋಶ ವ್ಯಕ್ತಪಡಿಸಿದರು. bbox=[784, 1063, 1018, 1113]
kerala-kicker: ನನ್ನ ಕೇರಳ ಪ್ರದರ್ಶನ ಮತ್ತು ಮಾರುಕಟ್ಟೆ ಮೇಳದ ರಾಜ್ಯಮಟ್ಟದ ಉದ್ಘಾಟನೆಯಲ್ಲಿ ಮುಖ್ಯಮಂತ್ರಿ ಪಿಣರಾಯಿ ವಿಜಯನ್ bbox=[282, 1856, 1259, 1887]
masthead-date: 22 ಏಪ್ರಿಲ್ 2025 bbox=[44, 89, 165, 111]
kirusuddi-text bbox=[115, 185, 192, 216]
waqf-kicker: ‘ವಕ್ಫ್’ ವಿರೋಧ ಹೆಸರಲ್ಲಿ ಹಿಂದುಗಳ ಮೇಲೆ ದೌರ್ಜನ್ಯ | ವಿಹಿಂಪ – ಬಜರಂಗದಳ ಖಂಡನೆ bbox=[537, 560, 1292, 591]
